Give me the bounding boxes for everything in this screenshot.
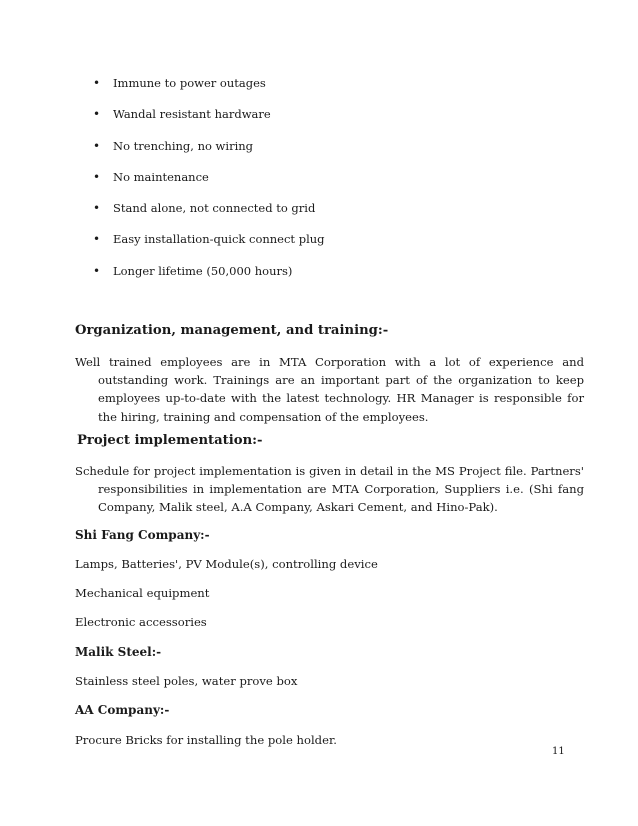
list-item: [90, 199, 560, 230]
bullet-text: No maintenance: [113, 169, 209, 184]
bullet-text: Wandal resistant hardware: [113, 107, 271, 122]
list-item: [90, 230, 560, 261]
bullet-text: Longer lifetime (50,000 hours): [113, 263, 293, 278]
bullet-text: Easy installation-quick connect plug: [113, 232, 325, 247]
bullet-icon: •: [93, 201, 101, 216]
bullet-icon: •: [93, 232, 101, 247]
shifang-item: Mechanical equipment: [75, 586, 210, 600]
list-item: [90, 74, 560, 105]
bullet-text: Stand alone, not connected to grid: [113, 201, 316, 216]
list-item: [90, 137, 560, 168]
org-paragraph: Well trained employees are in MTA Corporation with a lot of experience and outstanding work. Trainings are an important part of the organization to keep employees up-to-date with the latest technology. HR Manager is responsible for the hiring, training and compensation of the employees.: [75, 355, 584, 424]
bullet-icon: •: [93, 263, 101, 278]
shifang-item: Lamps, Batteries', PV Module(s), controlling device: [75, 557, 378, 571]
bullet-text: No trenching, no wiring: [113, 138, 254, 153]
list-item: [90, 168, 560, 199]
page-number: 11: [552, 746, 565, 757]
malik-heading: Malik Steel:-: [75, 645, 162, 659]
aa-item: Procure Bricks for installing the pole holder.: [75, 733, 337, 747]
aa-heading: AA Company:-: [75, 703, 170, 717]
malik-item: Stainless steel poles, water prove box: [75, 674, 298, 688]
shifang-item: Electronic accessories: [75, 615, 207, 629]
shifang-heading: Shi Fang Company:-: [75, 528, 210, 542]
list-item: [90, 105, 560, 136]
feature-bullet-list: [90, 74, 560, 293]
project-paragraph: Schedule for project implementation is given in detail in the MS Project file. Partners' responsibilities in implementation are MTA Corporation, Suppliers i.e. (Shi fang Company, Malik steel, A.A Company, Askari Cement, and Hino-Pak).: [75, 464, 584, 515]
org-heading: Organization, management, and training:-: [75, 323, 389, 338]
bullet-icon: •: [93, 107, 101, 122]
bullet-icon: •: [93, 169, 101, 184]
bullet-text: Immune to power outages: [113, 76, 266, 90]
list-item: [90, 262, 560, 293]
project-heading: Project implementation:-: [77, 433, 263, 448]
bullet-icon: •: [93, 138, 101, 153]
bullet-icon: •: [93, 76, 101, 90]
